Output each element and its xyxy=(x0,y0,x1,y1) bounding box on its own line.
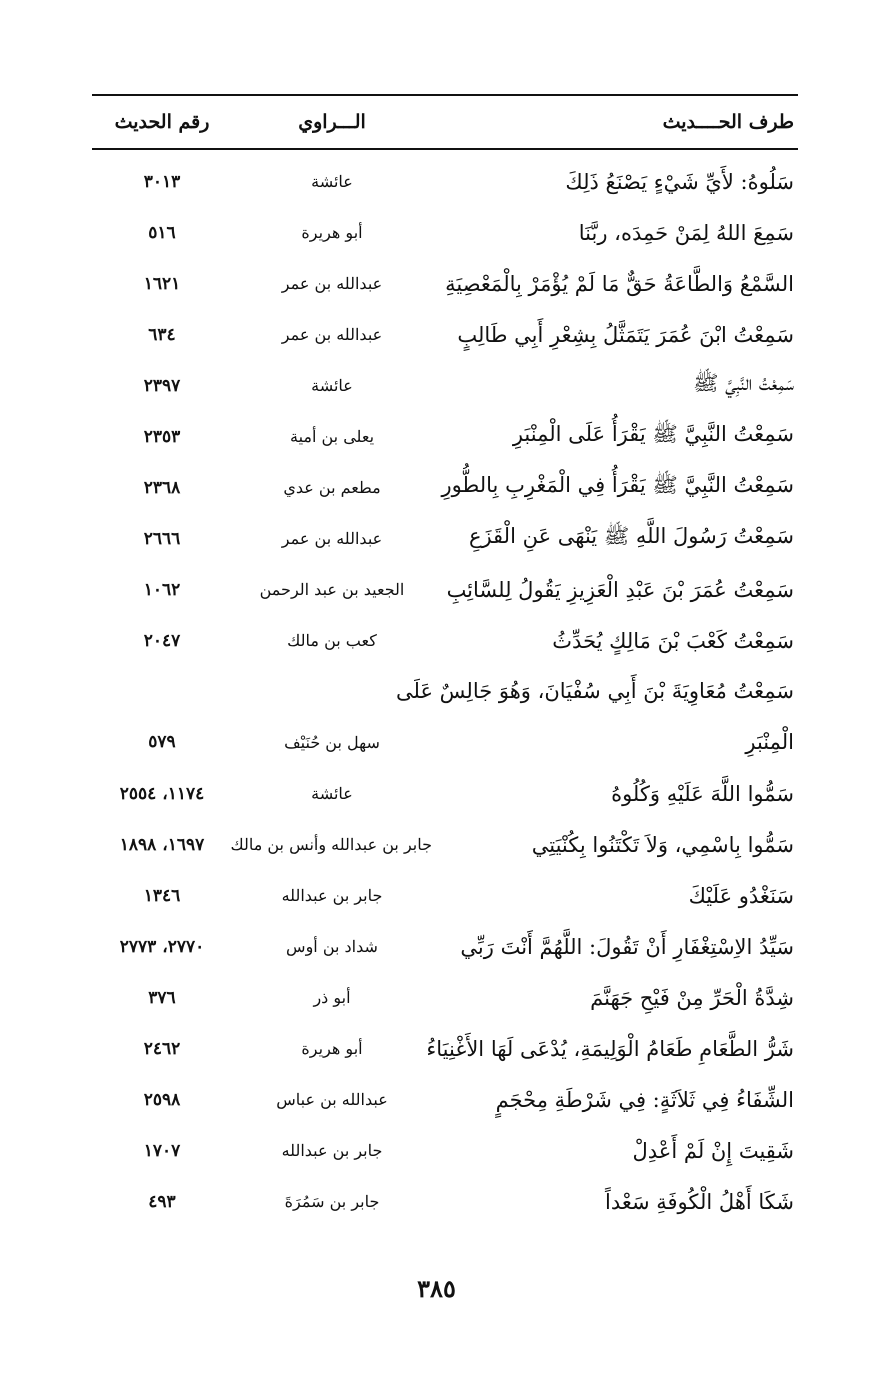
hadith-start: الشِّفَاءُ فِي ثَلاَثَةٍ: فِي شَرْطَةِ مِحْجَمٍ xyxy=(495,1087,794,1112)
narrator: عبدالله بن عمر xyxy=(281,274,383,293)
table-row xyxy=(92,360,798,411)
hadith-number: ١١٧٤، ٢٥٥٤ xyxy=(119,783,205,804)
table-row xyxy=(92,1074,798,1125)
table-row xyxy=(92,1023,798,1074)
table-row xyxy=(92,411,798,462)
narrator: الجعيد بن عبد الرحمن xyxy=(259,580,405,599)
hadith-start: سَمِعْتُ عُمَرَ بْنَ عَبْدِ الْعَزِيزِ يَقُولُ لِلسَّائِبِ xyxy=(446,577,794,602)
narrator: عبدالله بن عمر xyxy=(281,529,383,548)
table-row xyxy=(92,156,798,207)
hadith-number: ٤٩٣ xyxy=(148,1191,176,1212)
hadith-start: شَكَا أَهْلُ الْكُوفَةِ سَعْداً xyxy=(605,1189,794,1214)
hadith-start: سَمُّوا اللَّهَ عَلَيْهِ وَكُلُوهُ xyxy=(611,781,794,806)
hadith-number: ٢٧٧٠، ٢٧٧٣ xyxy=(119,936,205,957)
narrator: جابر بن عبدالله xyxy=(281,886,383,905)
narrator: أبو ذر xyxy=(313,988,351,1007)
narrator: سهل بن حُنَيْف xyxy=(284,733,380,752)
hadith-start: السَّمْعُ وَالطَّاعَةُ حَقٌّ مَا لَمْ يُؤْمَرْ بِالْمَعْصِيَةِ xyxy=(445,271,794,296)
hadith-number: ١٣٤٦ xyxy=(143,885,181,906)
table-row xyxy=(92,309,798,360)
hadith-number: ٢٥٩٨ xyxy=(143,1089,181,1110)
hadith-number-cell xyxy=(92,666,232,768)
hadith-number: ١٦٢١ xyxy=(143,273,181,294)
table-body xyxy=(92,150,798,1227)
narrator: أبو هريرة xyxy=(301,223,363,242)
hadith-number: ١٦٩٧، ١٨٩٨ xyxy=(119,834,205,855)
hadith-start: سَمِعْتُ رَسُولَ اللَّهِ ﷺ يَنْهَى عَنِ الْقَزَعِ xyxy=(468,524,794,548)
hadith-number: ١٧٠٧ xyxy=(143,1140,181,1161)
table-row xyxy=(92,921,798,972)
hadith-number: ٢٠٤٧ xyxy=(143,630,181,651)
table-row xyxy=(92,1176,798,1227)
hadith-start: سَمِعْتُ كَعْبَ بْنَ مَالِكٍ يُحَدِّثُ xyxy=(552,628,794,653)
hadith-start: شِدَّةُ الْحَرِّ مِنْ فَيْحِ جَهَنَّمَ xyxy=(590,985,794,1010)
hadith-start: سَمِعْتُ النَّبِيَّ ﷺ يَقْرَأُ فِي الْمَغْرِبِ بِالطُّورِ xyxy=(441,473,794,497)
table-row xyxy=(92,513,798,564)
narrator: أبو هريرة xyxy=(301,1039,363,1058)
narrator: عائشة xyxy=(311,376,353,395)
narrator: شداد بن أوس xyxy=(286,937,378,956)
narrator: كعب بن مالك xyxy=(287,631,377,650)
narrator: عائشة xyxy=(311,172,353,191)
hadith-start: سَيِّدُ الاِسْتِغْفَارِ أَنْ تَقُولَ: اللَّهُمَّ أَنْتَ رَبِّي xyxy=(460,934,794,959)
header-hadith-start: طرف الحــــديث xyxy=(662,111,794,133)
table-row xyxy=(92,564,798,615)
hadith-number: ٦٣٤ xyxy=(148,324,176,345)
hadith-number: ٢٣٩٧ xyxy=(143,375,181,396)
header-narrator: الـــراوي xyxy=(298,111,366,133)
page-number: ٣٨٥ xyxy=(417,1274,456,1303)
hadith-start xyxy=(395,666,798,768)
hadith-number: ٢٣٥٣ xyxy=(143,426,181,447)
hadith-number: ٣٠١٣ xyxy=(143,171,181,192)
table-row xyxy=(92,870,798,921)
narrator: جابر بن سَمُرَةَ xyxy=(284,1192,380,1211)
table-row xyxy=(92,258,798,309)
table-row xyxy=(92,615,798,666)
hadith-number: ٢٦٦٦ xyxy=(143,528,181,549)
hadith-number: ٥٧٩ xyxy=(148,732,176,752)
table-row xyxy=(92,768,798,819)
hadith-number: ٢٤٦٢ xyxy=(143,1038,181,1059)
index-page xyxy=(92,94,798,1227)
table-row xyxy=(92,972,798,1023)
hadith-start: سَمِعْتُ النَّبِيَّ ﷺ يَقْرَأُ عَلَى الْمِنْبَرِ xyxy=(512,422,794,446)
hadith-start-line-2: الْمِنْبَرِ xyxy=(745,730,794,754)
hadith-start: شَقِيتَ إِنْ لَمْ أَعْدِلْ xyxy=(632,1138,794,1163)
table-header xyxy=(92,96,798,148)
hadith-start: سَمُّوا بِاسْمِي، وَلاَ تَكْتَنُوا بِكُنْيَتِي xyxy=(531,832,794,857)
hadith-number: ٣٧٦ xyxy=(148,987,176,1008)
hadith-start: سَنَغْدُو عَلَيْكَ xyxy=(688,883,794,908)
header-hadith-number: رقم الحديث xyxy=(114,111,210,133)
hadith-number: ١٠٦٢ xyxy=(143,579,181,600)
hadith-start: شَرُّ الطَّعَامِ طَعَامُ الْوَلِيمَةِ، يُدْعَى لَهَا الأَغْنِيَاءُ xyxy=(426,1036,794,1061)
hadith-start: سَمِعَ اللهُ لِمَنْ حَمِدَه، ربَّنَا xyxy=(578,220,794,245)
table-row xyxy=(92,1125,798,1176)
narrator: عائشة xyxy=(311,784,353,803)
narrator: عبدالله بن عباس xyxy=(276,1090,388,1109)
narrator: جابر بن عبدالله وأنس بن مالك xyxy=(230,835,432,854)
narrator: جابر بن عبدالله xyxy=(281,1141,383,1160)
table-row xyxy=(92,819,798,870)
hadith-start: سَمِعْتُ النَّبِيَّ ﷺ xyxy=(693,371,794,395)
narrator: يعلى بن أمية xyxy=(289,427,375,446)
table-row xyxy=(92,666,798,768)
hadith-number: ٢٣٦٨ xyxy=(143,477,181,498)
hadith-start: سَلُوهُ: لأَيِّ شَيْءٍ يَصْنَعُ ذَلِكَ xyxy=(565,169,794,194)
hadith-number: ٥١٦ xyxy=(148,222,176,243)
narrator: مطعم بن عدي xyxy=(283,478,381,497)
hadith-start-line-1: سَمِعْتُ مُعَاوِيَةَ بْنَ أَبِي سُفْيَانَ، وَهُوَ جَالِسٌ عَلَى xyxy=(395,679,794,703)
narrator-cell xyxy=(232,666,432,768)
table-row xyxy=(92,207,798,258)
narrator: عبدالله بن عمر xyxy=(281,325,383,344)
table-row xyxy=(92,462,798,513)
hadith-start: سَمِعْتُ ابْنَ عُمَرَ يَتَمَثَّلُ بِشِعْرِ أَبِي طَالِبٍ xyxy=(457,322,794,347)
